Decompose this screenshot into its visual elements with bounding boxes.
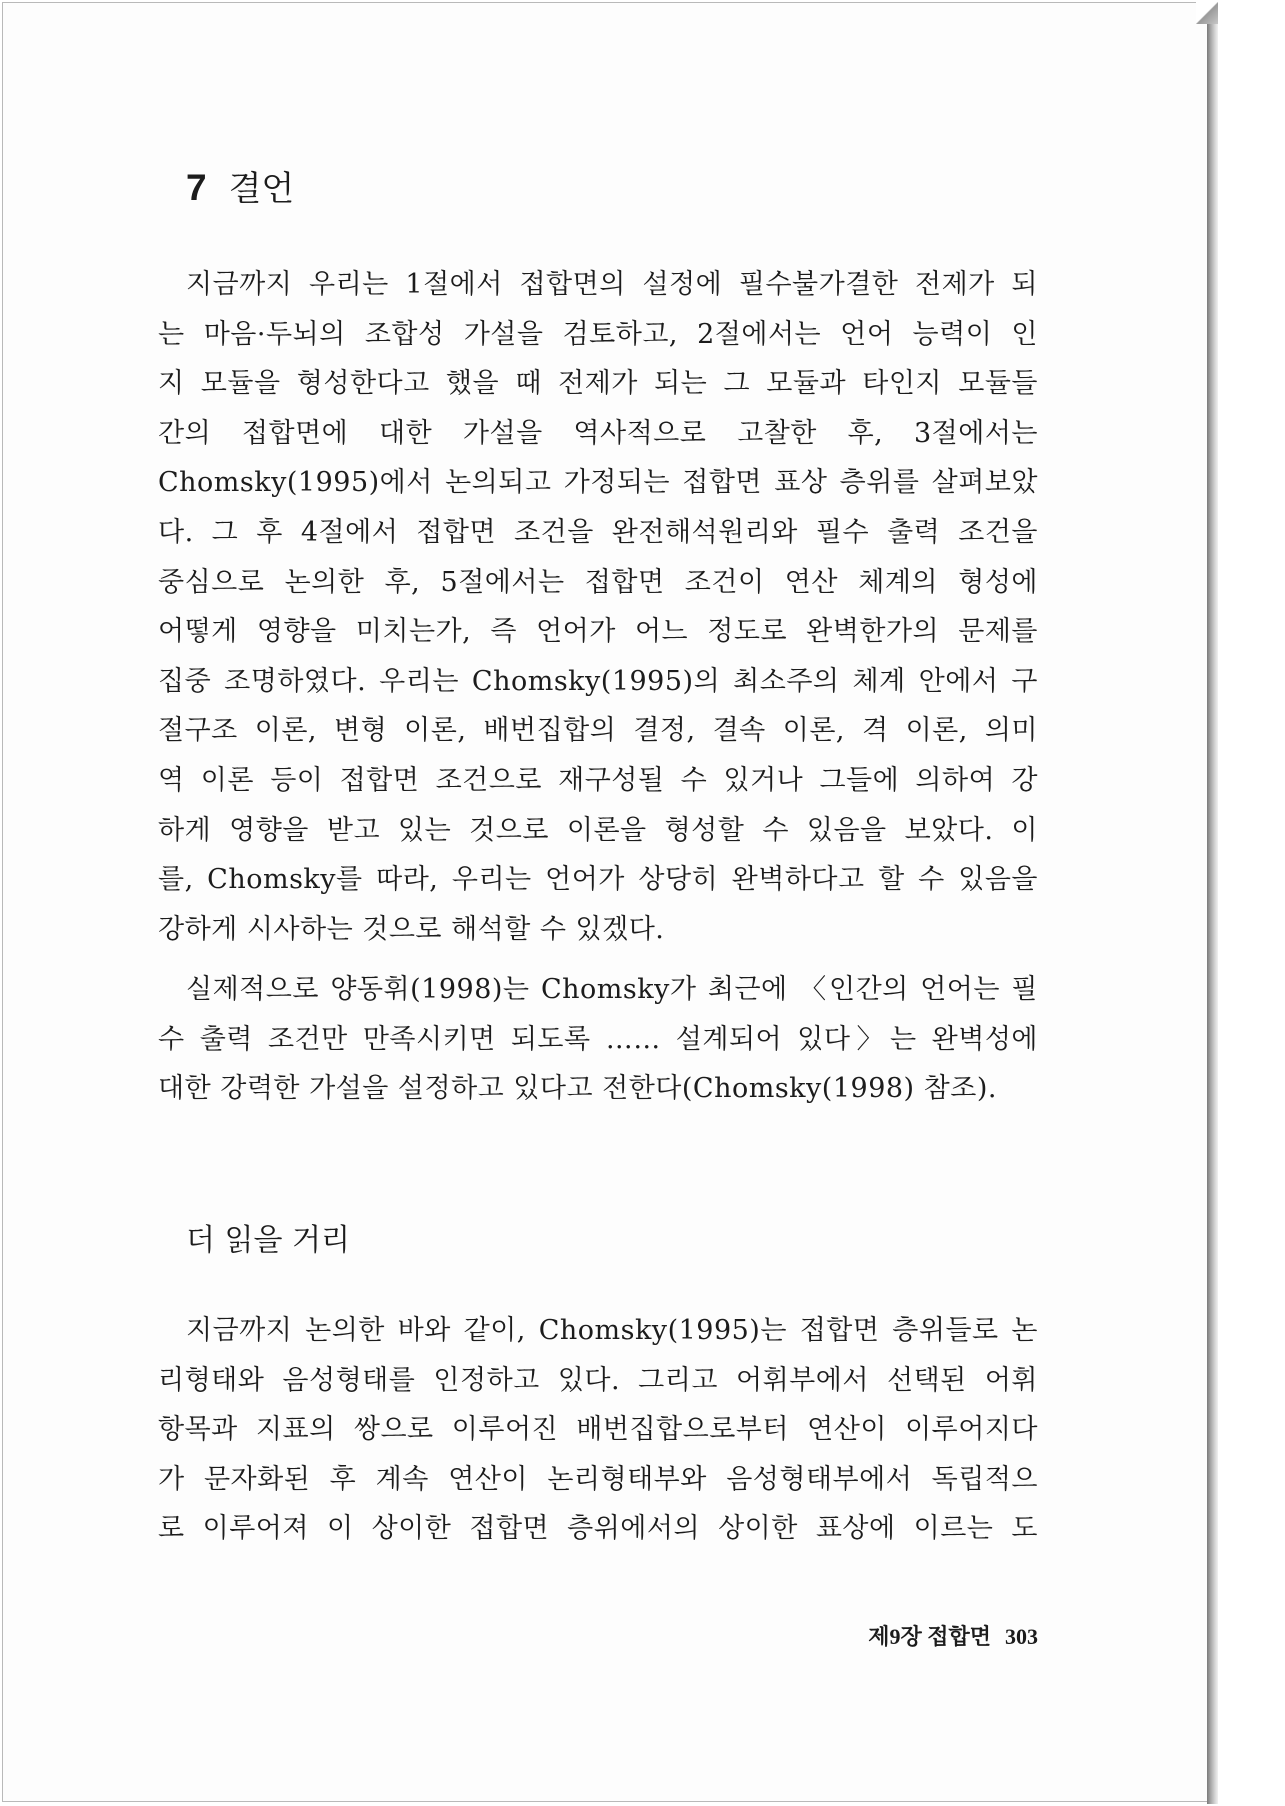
text-line: 어떻게 영향을 미치는가, 즉 언어가 어느 정도로 완벽한가의 문제를 [158, 616, 1038, 648]
text-line: 절구조 이론, 변형 이론, 배번집합의 결정, 결속 이론, 격 이론, 의미 [158, 715, 1038, 747]
text-line: 하게 영향을 받고 있는 것으로 이론을 형성할 수 있음을 보았다. 이 [158, 814, 1038, 846]
text-line: 를, Chomsky를 따라, 우리는 언어가 상당히 완벽하다고 할 수 있음을 [158, 864, 1038, 896]
chapter-heading [186, 161, 294, 210]
chapter-title: 결언 [228, 169, 295, 209]
text-line: 로 이루어져 이 상이한 접합면 층위에서의 상이한 표상에 이르는 도 [158, 1513, 1038, 1545]
text-line: 지금까지 논의한 바와 같이, Chomsky(1995)는 접합면 층위들로 논 [186, 1315, 1038, 1346]
chapter-number: 7 [186, 167, 207, 208]
page-footer [868, 1620, 1038, 1651]
paragraph-conclusion [158, 260, 1038, 954]
book-page [2, 2, 1208, 1802]
text-line: 강하게 시사하는 것으로 해석할 수 있겠다. [158, 913, 665, 945]
text-line: 는 마음·두뇌의 조합성 가설을 검토하고, 2절에서는 언어 능력이 인 [158, 318, 1038, 350]
text-line: 수 출력 조건만 만족시키면 되도록 …… 설계되어 있다〉는 완벽성에 [158, 1023, 1038, 1055]
page-corner-curl [1196, 2, 1218, 24]
paragraph-further-reading [158, 1306, 1038, 1554]
text-line: 실제적으로 양동휘(1998)는 Chomsky가 최근에 〈인간의 언어는 필 [186, 974, 1038, 1005]
paragraph-perfection [158, 965, 1038, 1114]
text-line: 역 이론 등이 접합면 조건으로 재구성될 수 있거나 그들에 의하여 강 [158, 764, 1038, 796]
text-line: 가 문자화된 후 계속 연산이 논리형태부와 음성형태부에서 독립적으 [158, 1463, 1038, 1495]
text-line: 집중 조명하였다. 우리는 Chomsky(1995)의 최소주의 체계 안에서 구 [158, 665, 1038, 697]
text-line: 중심으로 논의한 후, 5절에서는 접합면 조건이 연산 체계의 형성에 [158, 566, 1038, 598]
page-number: 303 [1005, 1624, 1038, 1649]
running-footer-chapter: 제9장 접합면 [868, 1624, 991, 1649]
text-line: Chomsky(1995)에서 논의되고 가정되는 접합면 표상 층위를 살펴보았 [158, 467, 1038, 499]
text-line: 지 모듈을 형성한다고 했을 때 전제가 되는 그 모듈과 타인지 모듈들 [158, 368, 1038, 400]
page-edge-shadow [1207, 10, 1218, 1804]
text-line: 지금까지 우리는 1절에서 접합면의 설정에 필수불가결한 전제가 되 [186, 269, 1038, 300]
text-line: 간의 접합면에 대한 가설을 역사적으로 고찰한 후, 3절에서는 [158, 417, 1038, 449]
text-line: 리형태와 음성형태를 인정하고 있다. 그리고 어휘부에서 선택된 어휘 [158, 1364, 1038, 1396]
text-line: 항목과 지표의 쌍으로 이루어진 배번집합으로부터 연산이 이루어지다 [158, 1414, 1038, 1446]
section-heading-further-reading: 더 읽을 거리 [186, 1223, 350, 1258]
text-line: 다. 그 후 4절에서 접합면 조건을 완전해석원리와 필수 출력 조건을 [158, 516, 1038, 548]
text-line: 대한 강력한 가설을 설정하고 있다고 전한다(Chomsky(1998) 참조). [158, 1073, 997, 1105]
